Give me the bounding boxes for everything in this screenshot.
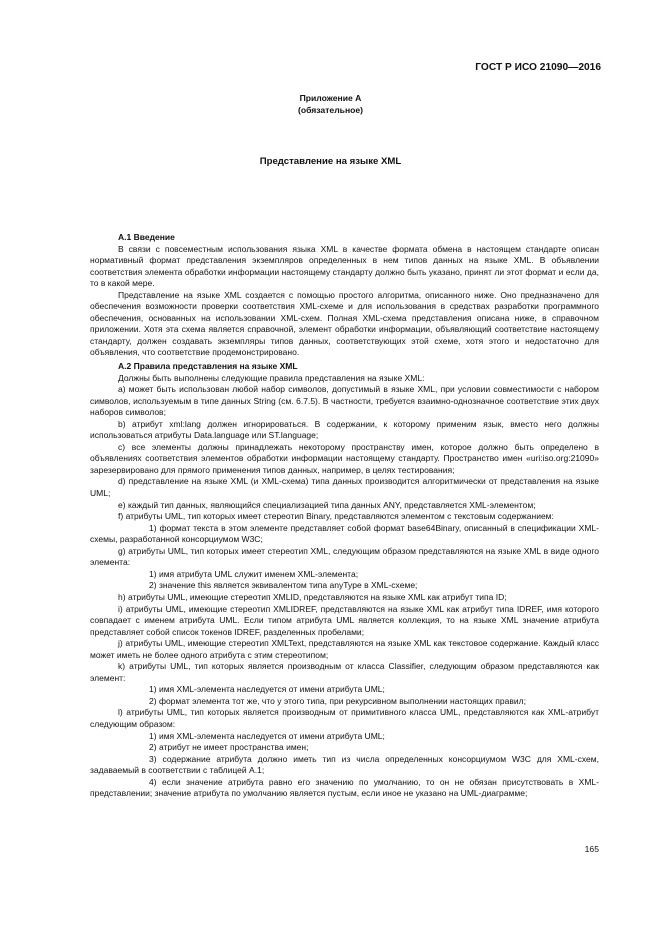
rule-item: j) атрибуты UML, имеющие стереотип XMLText, представляются на языке XML как текстовое содержание. Каждый класс может иметь не более одного атрибута с этим стереотипом;	[90, 638, 599, 660]
rule-item: d) представление на языке XML (и XML-схема) типа данных производится алгоритмически от представления на языке UML;	[90, 476, 599, 499]
section-a1-paragraph: В связи с повсеместным использования языка XML в качестве формата обмена в настоящем стандарте описан нормативный формат представления экземпляров определенных в нем типов данных на языке XML. В объявлении соответствия элемента обработки информации настоящему стандарту должно быть указано, принят ли этот формат и если да, то в какой мере.	[90, 243, 599, 289]
rule-item: g) атрибуты UML, тип которых имеет стереотип XML, следующим образом представляются на языке XML в виде одного элемента:	[90, 545, 599, 568]
appendix-block	[0, 93, 661, 116]
rule-subitem: 3) содержание атрибута должно иметь тип из числа определенных консорциумом W3C для XML-схем, задаваемый в соответствии с таблицей А.1;	[90, 753, 599, 776]
rule-item: f) атрибуты UML, тип которых имеет стереотип Binary, представляются элементом с текстовым содержанием:	[118, 511, 554, 522]
rule-item: а) может быть использован любой набор символов, допустимый в языке XML, при условии совместимости с набором символов, используемым в типе данных String (см. 6.7.5). В частности, требуется взаимно-однозначное соответствие этих двух наборов символов;	[90, 384, 599, 418]
document-header: ГОСТ Р ИСО 21090—2016	[475, 62, 601, 73]
rule-subitem: 1) имя XML-элемента наследуется от имени атрибута UML;	[149, 730, 385, 741]
rule-item: k) атрибуты UML, тип которых является производным от класса Classifier, следующим образом представляются как элемент:	[90, 661, 599, 683]
rule-item: l) атрибуты UML, тип которых является производным от примитивного класса UML, представляются как XML-атрибут следующим образом:	[90, 707, 599, 729]
appendix-note: (обязательное)	[297, 104, 364, 115]
rule-subitem: 4) если значение атрибута равно его значению по умолчанию, то он не обязан присутствовать в XML-представлении; значение атрибута по умолчанию является пустым, если иное не указано на UML-диаграмме;	[90, 776, 599, 799]
rule-item: i) атрибуты UML, имеющие стереотип XMLIDREF, представляются на языке XML как атрибут типа IDREF, имя которого совпадает с именем атрибута UML. Если типом атрибута UML является коллекция, то на языке XML значение атрибута представляет собой список токенов IDREF, разделенных пробелами;	[90, 603, 599, 637]
rule-item: h) атрибуты UML, имеющие стереотип XMLID, представляются на языке XML как атрибут типа ID;	[118, 591, 507, 602]
rule-item: b) атрибут xml:lang должен игнорироваться. В содержании, к которому применим язык, вместо него должны использоваться атрибуты Data.language или ST.language;	[90, 418, 599, 441]
document-body	[90, 232, 599, 800]
rule-subitem: 2) формат элемента тот же, что у этого типа, при рекурсивном выполнении настоящих правил;	[149, 695, 526, 706]
appendix-label: Приложение А	[299, 93, 362, 103]
rule-item: е) каждый тип данных, являющийся специализацией типа данных ANY, представляется XML-элементом;	[118, 499, 536, 510]
appendix-title: Представление на языке XML	[259, 156, 402, 167]
rule-subitem: 1) имя XML-элемента наследуется от имени атрибута UML;	[149, 684, 385, 695]
section-a2-heading: А.2 Правила представления на языке XML	[118, 361, 298, 372]
rule-subitem: 2) атрибут не имеет пространства имен;	[149, 742, 309, 753]
page-number: 165	[584, 844, 599, 854]
rule-subitem: 2) значение this является эквивалентом типа anyType в XML-схеме;	[149, 580, 418, 591]
rule-subitem: 1) формат текста в этом элементе представляет собой формат base64Binary, описанный в спецификации XML-схемы, разработанной консорциумом W3C;	[90, 522, 599, 545]
section-a1-heading: А.1 Введение	[118, 232, 175, 242]
section-a1-paragraph: Представление на языке XML создается с помощью простого алгоритма, описанного ниже. Оно предназначено для обеспечения возможности проверки соответствия XML-схеме и для использования в средствах разработки программного обеспечения, основанных на использовании XML-схем. Полная XML-схема представления описана ниже, в справочном приложении. Хотя эта схема является справочной, элемент обработки информации, объявляющий соответствие настоящему стандарту, должен создавать экземпляры типов данных, соответствующих этой схеме, хотя этого и недостаточно для объявления, что соответствие продемонстрировано.	[90, 289, 599, 358]
rule-item: Должны быть выполнены следующие правила представления на языке XML:	[118, 372, 425, 383]
rule-item: с) все элементы должны принадлежать некоторому пространству имен, которое должно быть определено в объявлениях соответствия элементов обработки информации настоящему стандарту. Пространство имен «uri:iso.org:21090» зарезервировано для прямого применения типов данных, например, в целях тестирования;	[90, 441, 599, 475]
rules-list	[90, 373, 599, 800]
rule-subitem: 1) имя атрибута UML служит именем XML-элемента;	[149, 568, 359, 579]
